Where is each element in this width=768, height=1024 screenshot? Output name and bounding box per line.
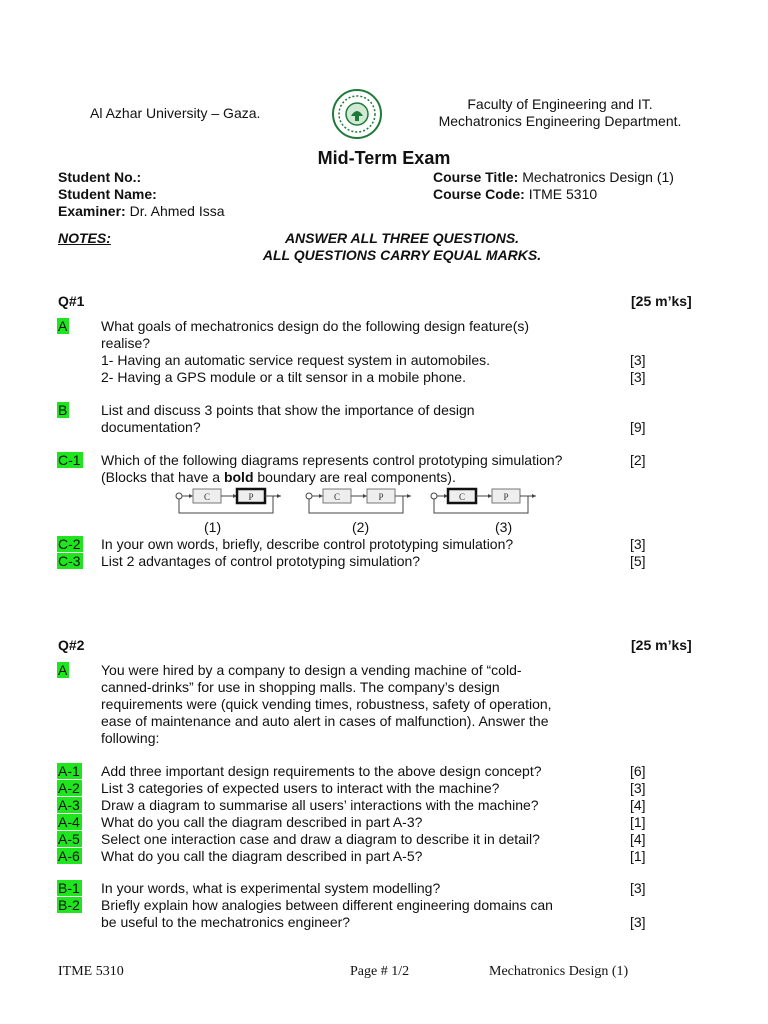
student-no-label: Student No.: (58, 169, 142, 185)
q2-item-text: Add three important design requirements to the above design concept? (101, 763, 542, 779)
notes-line-1: ANSWER ALL THREE QUESTIONS. (284, 230, 520, 246)
q2-b2-line2: be useful to the mechatronics engineer? (101, 914, 351, 930)
course-code-label: Course Code: (433, 186, 525, 202)
q2-title: Q#2 (58, 637, 85, 653)
university-name: Al Azhar University – Gaza. (90, 105, 261, 121)
q1-c2-marks: [3] (630, 536, 646, 552)
q2-item-text: What do you call the diagram described in part A-3? (101, 814, 423, 830)
q2-a-line-5: following: (101, 730, 160, 746)
footer-page-number: Page # 1/2 (350, 964, 410, 979)
department-name: Mechatronics Engineering Department. (438, 113, 682, 129)
university-seal-icon (331, 88, 383, 140)
q1-c1-line2-pre: (Blocks that have a (101, 469, 224, 485)
q2-b1-text: In your words, what is experimental system modelling? (101, 880, 441, 896)
diagram-2 (303, 486, 413, 520)
course-code-line (433, 186, 597, 203)
q2-a-line-1: You were hired by a company to design a vending machine of “cold- (101, 662, 522, 678)
q1-b-line2: documentation? (101, 419, 201, 435)
q2-item-text: Select one interaction case and draw a diagram to describe it in detail? (101, 831, 540, 847)
diagram-2-block-c: C (333, 492, 341, 502)
q2-item-tag: A-1 (58, 763, 80, 779)
q2-a-line-2: canned-drinks” for use in shopping malls. The company’s design (101, 679, 500, 695)
examiner-line (58, 203, 225, 220)
diagram-2-block-p: P (378, 492, 384, 502)
q1-c1-marks: [2] (630, 452, 646, 468)
q2-item-text: What do you call the diagram described in part A-5? (101, 848, 423, 864)
course-title-value: Mechatronics Design (1) (522, 169, 674, 185)
q1-c2-tag: C-2 (58, 536, 81, 552)
diagram-2-label: (2) (352, 519, 370, 535)
q2-item-marks: [4] (630, 797, 646, 813)
q2-item-marks: [4] (630, 831, 646, 847)
diagram-3-block-c: C (458, 492, 466, 502)
q2-item-tag: A-6 (58, 848, 80, 864)
q2-a-tag: A (58, 662, 68, 678)
diagram-1-block-p: P (248, 492, 254, 502)
q2-item-text: Draw a diagram to summarise all users’ interactions with the machine? (101, 797, 539, 813)
q2-b2-tag: B-2 (58, 897, 80, 913)
footer-course-code: ITME 5310 (58, 964, 124, 979)
q1-c2-text: In your own words, briefly, describe control prototyping simulation? (101, 536, 514, 552)
q1-c3-tag: C-3 (58, 553, 81, 569)
q1-c1-line1: Which of the following diagrams represents control prototyping simulation? (101, 452, 563, 468)
q2-item-tag: A-2 (58, 780, 80, 796)
q1-b-line1: List and discuss 3 points that show the importance of design (101, 402, 475, 418)
q2-marks: [25 m’ks] (631, 637, 692, 653)
q2-b1-marks: [3] (630, 880, 646, 896)
q1-a-tag: A (58, 318, 68, 334)
diagram-1 (173, 486, 283, 520)
q1-b-tag: B (58, 402, 68, 418)
q1-a-item2-marks: [3] (630, 369, 646, 385)
q1-a-item1-marks: [3] (630, 352, 646, 368)
q1-c3-text: List 2 advantages of control prototyping simulation? (101, 553, 421, 569)
q2-item-marks: [1] (630, 848, 646, 864)
exam-title: Mid-Term Exam (317, 148, 451, 168)
footer-course-title: Mechatronics Design (1) (489, 964, 629, 979)
q2-a-line-3: requirements were (quick vending times, robustness, safety of operation, (101, 696, 552, 712)
examiner-label: Examiner: (58, 203, 126, 219)
diagram-1-label: (1) (204, 519, 222, 535)
q1-c3-marks: [5] (630, 553, 646, 569)
q1-c1-tag: C-1 (58, 452, 81, 468)
q1-a-line1: What goals of mechatronics design do the following design feature(s) (101, 318, 530, 334)
diagram-3 (428, 486, 538, 520)
q1-a-item1: 1- Having an automatic service request system in automobiles. (101, 352, 491, 368)
q1-title: Q#1 (58, 293, 85, 309)
q2-a-line-4: ease of maintenance and auto alert in cases of malfunction). Answer the (101, 713, 549, 729)
q1-a-line2: realise? (101, 335, 151, 351)
q1-b-marks: [9] (630, 419, 646, 435)
q2-item-marks: [3] (630, 780, 646, 796)
examiner-value: Dr. Ahmed Issa (129, 203, 225, 219)
q1-c1-line2-post: boundary are real components). (253, 469, 456, 485)
diagram-1-block-c: C (203, 492, 211, 502)
diagram-3-label: (3) (495, 519, 513, 535)
diagram-3-block-p: P (503, 492, 509, 502)
q1-c1-line2-bold: bold (223, 469, 254, 485)
notes-line-2: ALL QUESTIONS CARRY EQUAL MARKS. (262, 247, 542, 263)
q1-c1-line2 (101, 469, 456, 486)
q2-b1-tag: B-1 (58, 880, 80, 896)
q2-item-tag: A-4 (58, 814, 80, 830)
faculty-name: Faculty of Engineering and IT. (467, 96, 653, 112)
student-name-label: Student Name: (58, 186, 157, 202)
q2-item-tag: A-5 (58, 831, 80, 847)
notes-label: NOTES: (58, 230, 111, 246)
q2-b2-marks: [3] (630, 914, 646, 930)
course-code-value: ITME 5310 (528, 186, 598, 202)
q2-b2-line1: Briefly explain how analogies between different engineering domains can (101, 897, 553, 913)
q1-marks: [25 m’ks] (631, 293, 692, 309)
course-title-line (433, 169, 674, 186)
q2-item-marks: [1] (630, 814, 646, 830)
q2-item-marks: [6] (630, 763, 646, 779)
course-title-label: Course Title: (433, 169, 519, 185)
q1-a-item2: 2- Having a GPS module or a tilt sensor in a mobile phone. (101, 369, 466, 385)
q2-item-tag: A-3 (58, 797, 80, 813)
q2-item-text: List 3 categories of expected users to interact with the machine? (101, 780, 500, 796)
